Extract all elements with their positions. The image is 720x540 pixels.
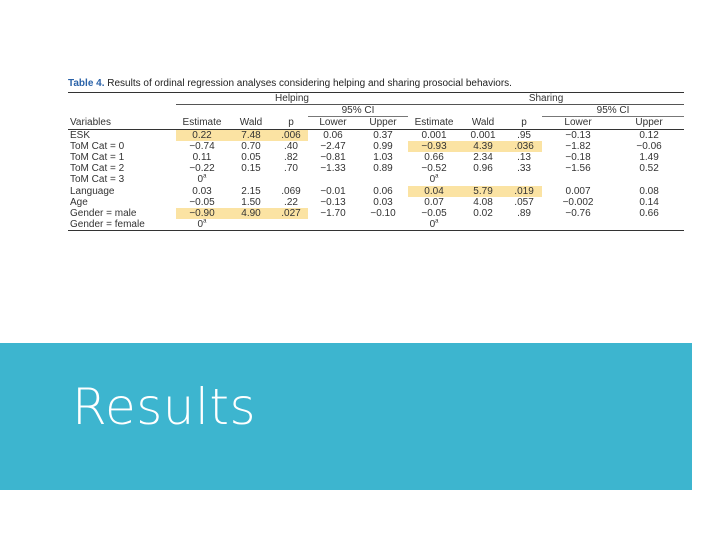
table-cell: 0.06 bbox=[323, 129, 343, 141]
group-header-row bbox=[68, 93, 684, 105]
table-cell: .82 bbox=[284, 152, 298, 164]
column-header: p bbox=[506, 117, 542, 129]
table-cell: 0.66 bbox=[639, 208, 659, 220]
table-cell: −0.74 bbox=[189, 140, 215, 152]
table-row bbox=[68, 208, 684, 219]
table-cell: 4.08 bbox=[473, 196, 493, 208]
table-cell: 0.11 bbox=[192, 152, 212, 164]
table-cell: −0.01 bbox=[320, 185, 346, 197]
table-cell bbox=[614, 174, 684, 185]
column-header: Upper bbox=[614, 117, 684, 129]
table-cell: −0.22 bbox=[189, 163, 215, 175]
table-cell: −0.10 bbox=[370, 208, 396, 220]
table-row bbox=[68, 197, 684, 208]
row-variable-label: ESK bbox=[70, 129, 91, 141]
table-cell: 0.02 bbox=[473, 208, 493, 220]
table-cell: 0.14 bbox=[639, 196, 659, 208]
column-header: Estimate bbox=[176, 117, 228, 129]
column-header: Upper bbox=[358, 117, 408, 129]
table-caption bbox=[68, 78, 684, 89]
table-cell bbox=[308, 174, 358, 185]
table-cell bbox=[614, 219, 684, 231]
table-cell: .027 bbox=[274, 208, 308, 219]
table-cell: 0.007 bbox=[565, 185, 591, 197]
table-cell: .89 bbox=[517, 208, 531, 220]
table-cell: 2.15 bbox=[241, 185, 261, 197]
column-header: p bbox=[274, 117, 308, 129]
table-cell: 0.52 bbox=[639, 163, 659, 175]
sharing-ci-header: 95% CI bbox=[542, 105, 684, 117]
table-cell: 1.49 bbox=[639, 152, 659, 164]
table-cell: −1.33 bbox=[320, 163, 346, 175]
table-caption-label: Table 4. bbox=[68, 78, 105, 89]
table-cell: −0.13 bbox=[320, 196, 346, 208]
table-cell: −1.70 bbox=[320, 208, 346, 220]
table-row bbox=[68, 174, 684, 185]
table-cell: .057 bbox=[514, 196, 534, 208]
table-cell: 0.06 bbox=[373, 185, 393, 197]
row-variable-label: Gender = female bbox=[68, 219, 176, 231]
table-caption-text: Results of ordinal regression analyses considering helping and sharing prosocial behaviors. bbox=[104, 78, 512, 89]
table-cell: 0.22 bbox=[176, 129, 228, 141]
table-cell: −0.90 bbox=[176, 208, 228, 219]
table-cell: .006 bbox=[274, 129, 308, 141]
table-cell: −0.52 bbox=[421, 163, 447, 175]
table-cell: .70 bbox=[284, 163, 298, 175]
table-cell: 0.04 bbox=[408, 186, 460, 197]
table-cell: −0.76 bbox=[565, 208, 591, 220]
table-cell: 0.001 bbox=[470, 129, 496, 141]
table-cell: .019 bbox=[506, 186, 542, 197]
table-cell: .22 bbox=[284, 196, 298, 208]
column-header: Estimate bbox=[408, 117, 460, 129]
table-cell: 0.03 bbox=[192, 185, 212, 197]
table-cell: 0.001 bbox=[421, 129, 447, 141]
table-cell bbox=[506, 174, 542, 185]
table-cell: 1.50 bbox=[241, 196, 261, 208]
table-cell bbox=[228, 174, 274, 185]
table-cell: −0.93 bbox=[408, 141, 460, 152]
column-header: Lower bbox=[308, 117, 358, 129]
table-cell: 0.89 bbox=[373, 163, 393, 175]
table-cell: 0.05 bbox=[241, 152, 261, 164]
helping-ci-header: 95% CI bbox=[308, 105, 408, 117]
table-cell: 2.34 bbox=[473, 152, 493, 164]
row-variable-label: Age bbox=[70, 196, 88, 208]
table-cell: .40 bbox=[284, 140, 298, 152]
table-cell bbox=[358, 174, 408, 185]
footnote-marker: a bbox=[203, 174, 207, 181]
table-row bbox=[68, 186, 684, 197]
table-cell: 0$^a$ bbox=[176, 219, 228, 231]
table-cell: −1.82 bbox=[565, 140, 591, 152]
table-cell: 0.12 bbox=[639, 129, 659, 141]
column-header: Wald bbox=[228, 117, 274, 129]
table-cell: 0.66 bbox=[424, 152, 444, 164]
column-header: Variables bbox=[68, 117, 176, 129]
table-cell: 0.03 bbox=[373, 196, 393, 208]
column-header-row bbox=[68, 117, 684, 129]
row-variable-label: Language bbox=[70, 185, 115, 197]
table-cell: .13 bbox=[517, 152, 531, 164]
row-variable-label: Gender = male bbox=[70, 208, 137, 220]
table-cell: 0.07 bbox=[424, 196, 444, 208]
table-row bbox=[68, 129, 684, 141]
table-cell: 0.70 bbox=[241, 140, 261, 152]
footnote-marker: a bbox=[203, 218, 207, 225]
table-cell: −2.47 bbox=[320, 140, 346, 152]
table-cell bbox=[274, 174, 308, 185]
column-header: Wald bbox=[460, 117, 506, 129]
table-row bbox=[68, 152, 684, 163]
table-cell: 0.99 bbox=[373, 140, 393, 152]
table-cell: 4.90 bbox=[228, 208, 274, 219]
table-body bbox=[68, 129, 684, 231]
table-cell: −0.13 bbox=[565, 129, 591, 141]
results-table-figure bbox=[68, 78, 684, 231]
table-cell: 0.96 bbox=[473, 163, 493, 175]
footnote-marker: a bbox=[435, 218, 439, 225]
row-variable-label: ToM Cat = 2 bbox=[70, 163, 125, 175]
table-cell: .95 bbox=[517, 129, 531, 141]
column-header: Lower bbox=[542, 117, 614, 129]
table-row bbox=[68, 141, 684, 152]
table-cell: −0.002 bbox=[562, 196, 594, 208]
table-cell: 0.08 bbox=[639, 185, 659, 197]
table-cell: 5.79 bbox=[460, 186, 506, 197]
table-cell bbox=[358, 219, 408, 231]
table-cell: 0$^a$ bbox=[408, 219, 460, 231]
table-cell: 4.39 bbox=[460, 141, 506, 152]
row-variable-label: ToM Cat = 3 bbox=[70, 174, 125, 186]
ci-header-row bbox=[68, 105, 684, 117]
table-cell bbox=[542, 219, 614, 231]
table-cell: −0.06 bbox=[636, 140, 662, 152]
table-cell bbox=[460, 219, 506, 231]
helping-group-header: Helping bbox=[176, 93, 408, 105]
table-row bbox=[68, 219, 684, 231]
table-cell: 1.03 bbox=[373, 152, 393, 164]
table-cell bbox=[460, 174, 506, 185]
table-cell: −1.56 bbox=[565, 163, 591, 175]
table-cell: 0.37 bbox=[373, 129, 393, 141]
table-row bbox=[68, 163, 684, 174]
table-cell: −0.05 bbox=[189, 196, 215, 208]
table-cell: 0$^a$ bbox=[429, 174, 439, 186]
table-cell: −0.81 bbox=[320, 152, 346, 164]
table-cell bbox=[506, 219, 542, 231]
table-cell bbox=[308, 219, 358, 231]
table-cell: .33 bbox=[517, 163, 531, 175]
table-cell bbox=[274, 219, 308, 231]
table-cell bbox=[542, 174, 614, 185]
table-cell bbox=[228, 219, 274, 231]
table-cell: 0.15 bbox=[241, 163, 261, 175]
table-cell: −0.18 bbox=[565, 152, 591, 164]
row-variable-label: ToM Cat = 1 bbox=[70, 152, 125, 164]
banner-title: Results bbox=[72, 378, 257, 436]
table-cell: 0$^a$ bbox=[197, 174, 207, 186]
regression-table bbox=[68, 92, 684, 231]
table-cell: −0.05 bbox=[421, 208, 447, 220]
row-variable-label: ToM Cat = 0 bbox=[70, 140, 125, 152]
table-cell: .036 bbox=[506, 141, 542, 152]
sharing-group-header: Sharing bbox=[408, 93, 684, 105]
table-cell: 7.48 bbox=[228, 129, 274, 141]
table-cell: .069 bbox=[281, 185, 301, 197]
footnote-marker: a bbox=[435, 174, 439, 181]
